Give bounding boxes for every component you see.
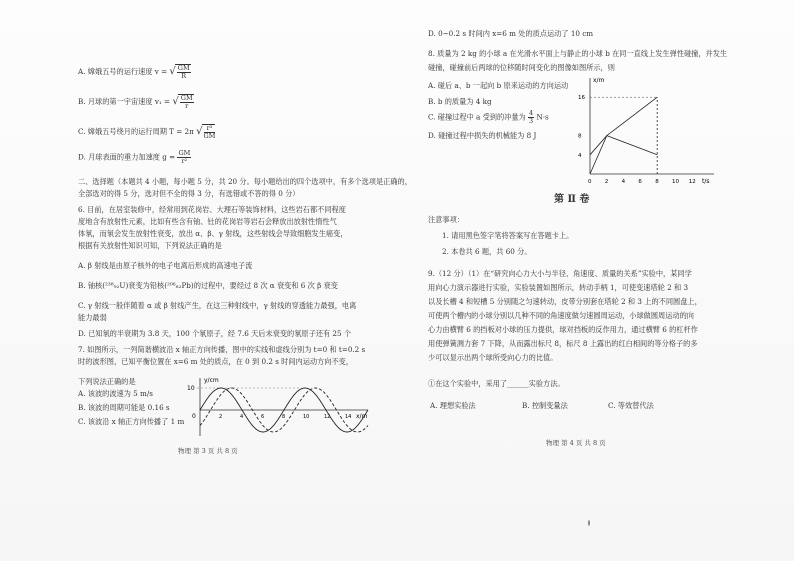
q9-option-b: B. 控制变量法 <box>522 401 568 410</box>
q6-stem-2: 度地含有放射性元素，比如有些含有铀、钍的花岗岩等岩石会释放出放射性惰性气 <box>78 217 337 226</box>
x-tick-label: 8 <box>282 414 286 420</box>
q7-option-d: D. 0~0.2 s 时间内 x=6 m 处的质点运动了 10 cm <box>428 29 594 38</box>
x-tick-label: 2 <box>604 179 609 185</box>
x-tick-label: 4 <box>621 179 626 185</box>
x-tick-label: 4 <box>240 414 244 420</box>
notice-title: 注意事项： <box>428 215 464 224</box>
y-tick-label: 10 <box>187 385 195 392</box>
q8-c-numerator: 4 <box>529 109 534 117</box>
left-page-footer: 物理 第 3 页 共 8 页 <box>178 447 238 455</box>
notice-item-2: 2. 本卷共 6 题，共 60 分。 <box>442 247 532 256</box>
q7-option-b: B. 该波的周期可能是 0.16 s <box>78 403 170 412</box>
x-tick-label: 12 <box>324 414 331 420</box>
xt-chart <box>578 74 718 186</box>
notice-item-1: 1. 请用黑色签字笔将答案写在答题卡上。 <box>442 231 574 240</box>
q6-option-d: D. 已知氡的半衰期为 3.8 天，100 个氡原子，经 7.6 天后未衰变的氡原子还有 25 个 <box>78 329 352 338</box>
x-tick-label: 14 <box>345 414 352 420</box>
option-c: C. 嫦娥五号绕月的运行周期 T = 2π √ $\frac{\text{r³}}{GM}$ <box>78 124 216 141</box>
q6-stem-3: 体氡，而氡会发生放射性衰变，放出 α、β、γ 射线，这些射线会导致细胞发生癌变， <box>78 229 348 238</box>
q9-stem-7: 少可以显示出两个球所受向心力的比值。 <box>428 353 558 362</box>
q6-stem-4: 根据有关放射性知识可知，下列说法正确的是 <box>78 241 222 250</box>
wave-chart <box>186 374 372 440</box>
x-axis-label: x/m <box>356 413 368 420</box>
right-page-footer: 物理 第 4 页 共 8 页 <box>546 439 606 447</box>
x-tick-label: 8 <box>655 179 659 185</box>
q8-stem-2: 碰撞，碰撞前后两球的位移随时间变化的图像如图所示，则 <box>428 63 615 72</box>
q8-option-c: C. 碰撞过程中 a 受到的冲量为 $\frac{4}{3}$ N·s <box>428 109 549 126</box>
option-a: A. 嫦娥五号的运行速度 v = √ $\frac{GM}{R}$ <box>78 64 190 81</box>
y-tick-label: 4 <box>578 152 582 159</box>
q8-option-d: D. 碰撞过程中损失的机械能为 8 J <box>428 131 537 140</box>
q6-stem-1: 6. 目前，在居室装修中，经常用到花岗岩、大理石等装饰材料，这些岩石都不同程度 <box>78 205 346 214</box>
q7-option-a: A. 该波的波速为 5 m/s <box>78 389 153 398</box>
opt-b-numerator: GM <box>180 94 193 102</box>
y-tick-label: 8 <box>578 133 582 140</box>
x-tick-label: 10 <box>303 414 310 420</box>
q7-stem-3: 下列说法正确的是 <box>78 377 136 386</box>
q9-option-c: C. 等效替代法 <box>608 401 654 410</box>
opt-d-numerator: GM <box>178 149 191 157</box>
q9-stem-5: 心力由横臂 6 的挡板对小球的压力提供，球对挡板的反作用力，通过横臂 6 的杠杆作 <box>428 325 698 334</box>
q9-stem-1: 9.（12 分）（1）在“研究向心力大小与半径、角速度、质量的关系”实验中，某同学 <box>428 269 692 278</box>
opt-d-denominator: r² <box>181 157 188 166</box>
x-tick-label: 2 <box>219 414 223 420</box>
q9-stem-2: 用向心力演示器进行实验，实验装置如图所示，转动手柄 1，可使变速塔轮 2 和 3 <box>428 283 689 292</box>
opt-a-denominator: R <box>181 72 187 81</box>
opt-c-numerator: r³ <box>204 125 216 133</box>
q9-stem-6: 用使弹簧测力套 7 下降，从而露出标尺 8，标尺 8 上露出的红白相间的等分格子的多 <box>428 339 698 348</box>
x-tick-label: 12 <box>688 179 696 185</box>
opt-c-denominator: GM <box>203 132 216 141</box>
y-axis-label: y/cm <box>204 377 219 384</box>
scan-mark <box>588 520 590 526</box>
xt-series-1 <box>590 97 657 174</box>
q8-option-a: A. 碰后 a、b 一起向 b 原来运动的方向运动 <box>428 81 569 90</box>
q8-stem-1: 8. 质量为 2 kg 的小球 a 在光滑水平面上与静止的小球 b 在同一直线上发生弹性碰撞，并发生 <box>428 49 728 58</box>
q8-option-b: B. b 的质量为 4 kg <box>428 97 492 106</box>
q6-option-b: B. 铀核(²³⁸₉₂U)衰变为铅核(²⁰⁶₈₂Pb)的过程中，要经过 8 次 α 衰变和 6 次 β 衰变 <box>78 281 338 290</box>
section2-instructions-2: 全部选对的得 5 分，选对但不全的得 3 分，有选错或不答的得 0 分） <box>78 189 300 198</box>
right-page <box>428 24 728 534</box>
x-tick-label: 10 <box>672 179 679 185</box>
option-b: B. 月球的第一宇宙速度 v₁ = √ $\frac{GM}{r}$ <box>78 94 193 111</box>
y-tick-label: 0 <box>192 413 196 420</box>
x-tick-label: 6 <box>261 414 265 420</box>
q9-stem-4: 可使两个槽内的小球分别以几种不同的角速度做匀速圆周运动，小球做圆周运动的向 <box>428 311 694 320</box>
opt-b-denominator: r <box>185 102 189 111</box>
x-tick-label: 0 <box>588 179 592 185</box>
x-axis-label: t/s <box>702 178 710 185</box>
section-title: 第 Ⅱ 卷 <box>554 194 590 205</box>
q6-option-c-1: C. γ 射线一般伴随着 α 或 β 射线产生，在这三种射线中，γ 射线的穿透能力最强，电离 <box>78 301 357 310</box>
binding-edge <box>8 0 18 561</box>
q7-stem-2: 时的波形图，已知平衡位置在 x=6 m 处的质点，在 0 到 0.2 s 时间内运动方向不变， <box>78 357 354 366</box>
opt-a-numerator: GM <box>177 64 190 72</box>
option-d: D. 月球表面的重力加速度 g = $\frac{GM}{\text{r²}}$ <box>78 149 191 166</box>
q7-option-c: C. 该波沿 x 轴正方向传播了 1 m <box>78 417 185 426</box>
q6-option-c-2: 能力最弱 <box>78 313 107 322</box>
q9-stem-3: 以及长槽 4 和短槽 5 分别随之匀速转动，皮带分别套在塔轮 2 和 3 上的不同圆盘上， <box>428 297 702 306</box>
left-page <box>78 36 412 546</box>
q7-stem-1: 7. 如图所示，一列简谐横波沿 x 轴正方向传播，图中的实线和虚线分别为 t=0 和 t=0.2 s <box>78 345 366 354</box>
q8-c-denominator: 3 <box>529 117 534 126</box>
x-tick-label: 6 <box>638 179 642 185</box>
q9-subquestion: ①在这个实验中，采用了______实验方法。 <box>428 379 565 388</box>
y-axis-label: x/m <box>593 77 605 84</box>
section2-instructions-1: 二、选择题（本题共 4 小题，每小题 5 分，共 20 分。每小题给出的四个选项中，有多个选项是正确的， <box>78 177 412 186</box>
q6-option-a: A. β 射线是由原子核外的电子电离后形成的高速电子流 <box>78 261 253 270</box>
y-tick-label: 16 <box>578 95 585 102</box>
q9-option-a: A. 理想实验法 <box>430 401 476 410</box>
